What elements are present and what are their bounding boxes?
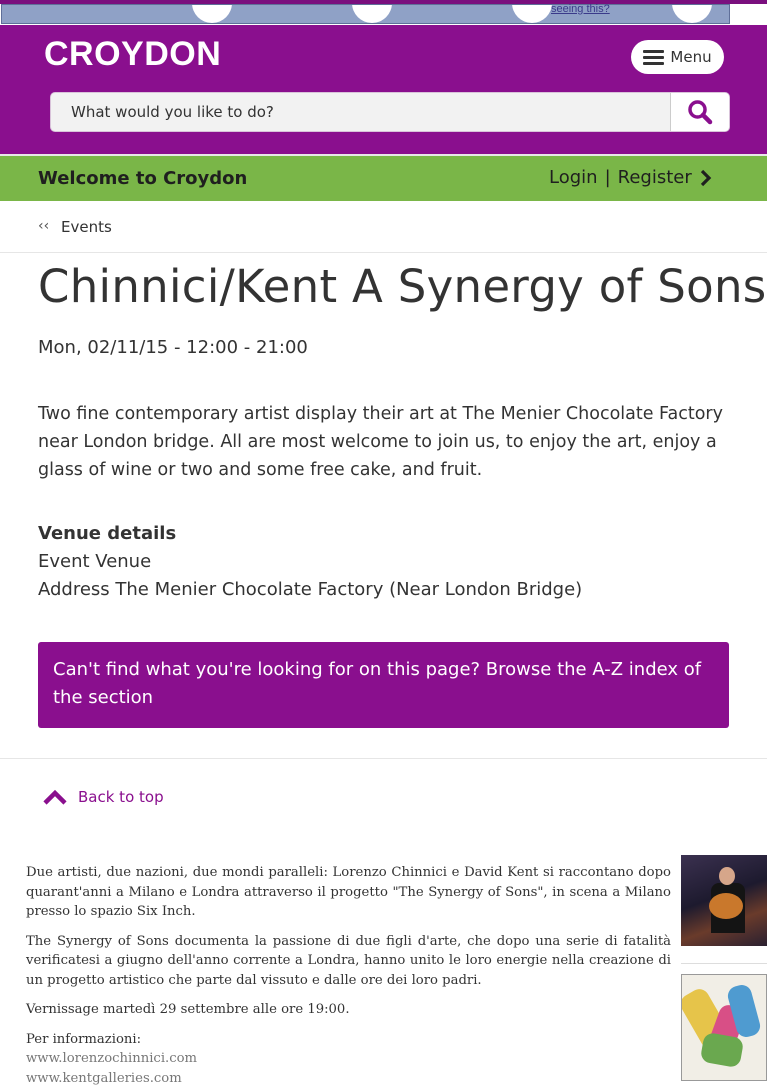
site-header	[0, 25, 767, 154]
back-to-top-link[interactable]	[42, 788, 164, 806]
ad-shape	[512, 4, 552, 23]
search-icon	[687, 99, 713, 125]
venue-heading: Venue details	[38, 523, 177, 544]
article-paragraph: The Synergy of Sons documenta la passione di due figli d'arte, che dopo una serie di fatalità verificatesi a giugno dell'anno corrente a Londra, hanno unito le loro energie nella creazione di un progetto artistico che parte dal vissuto e dalle ore dei loro padri.	[26, 933, 671, 988]
search-input[interactable]	[51, 93, 671, 131]
artwork-photo[interactable]	[681, 974, 767, 1081]
breadcrumb-link-events[interactable]: Events	[61, 218, 112, 236]
search-button[interactable]	[670, 93, 729, 131]
breadcrumb	[0, 201, 767, 253]
az-index-link[interactable]: Can't find what you're looking for on this page? Browse the A-Z index of the section	[53, 659, 702, 708]
welcome-text: Welcome to Croydon	[38, 168, 248, 189]
article-info-label: Per informazioni:	[26, 1031, 142, 1047]
breadcrumb-back-icon: ‹‹	[38, 218, 50, 234]
login-separator: |	[604, 167, 611, 188]
article-link-chinnici[interactable]: www.lorenzochinnici.com	[26, 1051, 198, 1066]
register-link[interactable]: Register	[617, 167, 692, 188]
thumbnail-divider	[681, 963, 767, 964]
ad-image[interactable]	[1, 4, 730, 24]
chevron-right-icon	[700, 169, 712, 187]
menu-label: Menu	[670, 48, 712, 66]
article-link-kent[interactable]: www.kentgalleries.com	[26, 1070, 182, 1086]
article-paragraph: Vernissage martedì 29 settembre alle ore 19:00.	[26, 1002, 350, 1017]
chevron-up-icon	[42, 789, 68, 805]
page-title: Chinnici/Kent A Synergy of Sons	[38, 260, 767, 313]
divider	[0, 758, 767, 759]
search-box	[50, 92, 730, 132]
az-index-box[interactable]	[38, 642, 729, 728]
hamburger-icon	[643, 50, 664, 65]
login-register	[549, 167, 712, 188]
ad-feedback-link[interactable]: seeing this?	[551, 3, 610, 15]
ad-shape	[352, 4, 392, 23]
venue-address: Address The Menier Chocolate Factory (Near London Bridge)	[38, 579, 583, 600]
login-link[interactable]: Login	[549, 167, 598, 188]
welcome-bar	[0, 154, 767, 201]
venue-name: Event Venue	[38, 551, 152, 572]
croydon-logo[interactable]: CROYDON	[44, 35, 222, 73]
article-paragraph: Due artisti, due nazioni, due mondi paralleli: Lorenzo Chinnici e David Kent si raccontano dopo quarant'anni a Milano e Londra attraverso il progetto "The Synergy of Sons", in scena a Milano presso lo spazio Six Inch.	[26, 865, 671, 919]
ad-shape	[672, 4, 712, 23]
embedded-article	[0, 850, 767, 1087]
event-description: Two fine contemporary artist display their art at The Menier Chocolate Factory near London bridge. All are most welcome to join us, to enjoy the art, enjoy a glass of wine or two and some free cake, and fruit.	[38, 404, 723, 480]
embedded-article-text	[26, 863, 671, 1087]
ad-banner[interactable]	[0, 0, 767, 25]
event-date: Mon, 02/11/15 - 12:00 - 21:00	[38, 337, 308, 358]
ad-shape	[192, 4, 232, 23]
guitarist-photo[interactable]	[681, 855, 767, 946]
menu-button[interactable]	[631, 40, 724, 74]
back-to-top-label: Back to top	[78, 788, 164, 806]
